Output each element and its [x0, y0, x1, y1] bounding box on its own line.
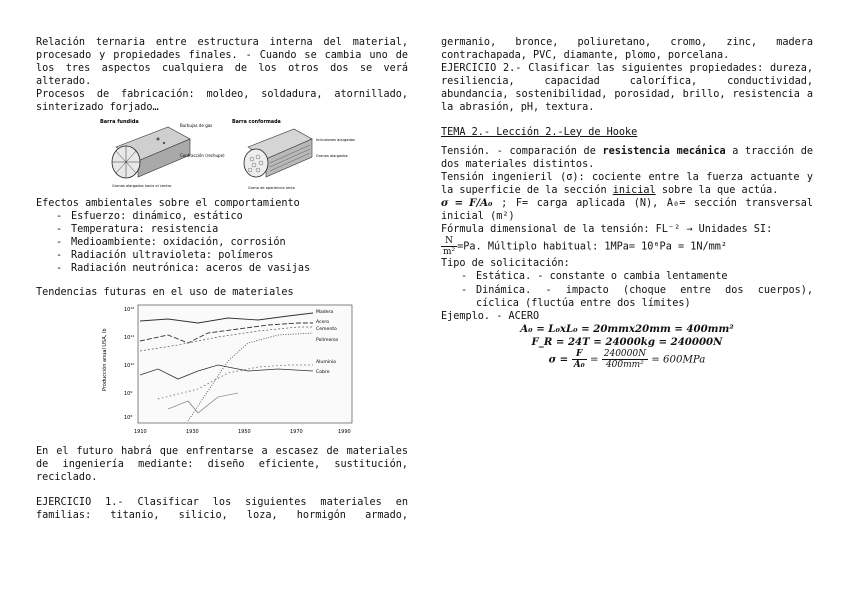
eng-text: Tensión ingenieril (σ): cociente entre la fuerza actuante y la superficie de la sección: [441, 171, 813, 196]
future-paragraph: En el futuro habrá que enfrentarse a escasez de materiales de ingeniería mediante: diseño eficiente, sustitución, reciclado.: [36, 446, 408, 484]
eq-stress-lhs: σ =: [548, 353, 572, 366]
label-bar-formed: Barra conformada: [232, 119, 281, 125]
equation-force: [441, 336, 813, 349]
left-column: [36, 36, 408, 522]
list-item: - Radiación ultravioleta: polímeros: [36, 249, 408, 262]
series-label-polimeros: Polímeros: [316, 338, 339, 344]
intro-paragraph: Relación ternaria entre estructura interna del material, procesado y propiedades finales. - Cuando se cambia uno de los tres aspectos cualquiera de los otros dos se verá alterado.: [36, 37, 408, 88]
label-bar-cast: Barra fundida: [100, 118, 139, 125]
fabrication-processes: Procesos de fabricación: moldeo, soldadura, atornillado, sinterizado forjado…: [36, 89, 408, 114]
series-label-cobre: Cobre: [316, 370, 330, 376]
cast-bar-drawing: [112, 127, 190, 178]
dimensional-formula: Fórmula dimensional de la tensión: FL⁻² → Unidades SI:: [441, 224, 773, 236]
tension-text-end: a tracción de dos materiales distintos.: [441, 145, 814, 170]
right-column: [441, 36, 813, 370]
sigma-formula: σ = F/A₀: [441, 197, 493, 210]
series-label-aluminio: Aluminio: [316, 360, 337, 366]
exercise-2: EJERCICIO 2.- Clasificar las siguientes propiedades: dureza, resiliencia, capacidad calorífica, conductividad, abundancia, sostenibilidad, porosidad, brillo, resistencia a la abrasión, pH, textura.: [441, 63, 813, 114]
list-item: - Estática. - constante o cambia lentamente: [441, 270, 813, 283]
eng-underline: inicial: [612, 184, 656, 196]
eq-stress-f-den: A₀: [573, 359, 585, 370]
solicitation-list: [441, 270, 813, 309]
sigma-definition: [441, 197, 813, 223]
x-tick: 1930: [186, 429, 199, 436]
x-tick: 1950: [238, 429, 251, 436]
eq-area: A₀ = L₀xL₀ = 20mmx20mm = 400mm²: [520, 322, 734, 335]
series-label-acero: Acero: [316, 320, 330, 326]
solicitation-title: Tipo de solicitación:: [441, 258, 570, 270]
sigma-description: ; F= carga aplicada (N), A₀= sección transversal inicial (m²): [441, 198, 813, 223]
units-denominator: m²: [443, 247, 456, 258]
list-item: - Temperatura: resistencia: [36, 223, 408, 236]
eq-stress-rhs: = 600MPa: [651, 354, 706, 366]
y-tick: 10¹¹: [124, 335, 135, 342]
eng-text-end: sobre la que actúa.: [655, 184, 779, 196]
tension-bold: resistencia mecánica: [602, 145, 726, 157]
units-line: [441, 236, 813, 257]
x-tick: 1970: [290, 429, 303, 436]
y-tick: 10¹²: [124, 307, 135, 314]
example-label: Ejemplo. - ACERO: [441, 310, 540, 322]
eq-stress-v-num: 240000N: [603, 348, 646, 359]
label-grains-elongated: Granos alargados: [316, 153, 348, 158]
environment-list: [36, 210, 408, 275]
label-grains-center: Granos alargados hacia el centro: [112, 183, 172, 188]
label-inclusions: Inclusiones alargadas: [316, 137, 355, 142]
series-label-cemento: Cemento: [316, 327, 337, 333]
tension-definition: [441, 145, 813, 171]
units-text: =Pa. Múltiplo habitual: 1MPa= 10⁶Pa = 1N/mm²: [457, 241, 728, 253]
trend-ylabel: Producción anual USA, lb: [102, 328, 108, 392]
eq-force: F_R = 24T = 24000kg = 240000N: [531, 335, 723, 348]
materials-trend-chart: [98, 301, 358, 441]
eq-stress-v-den: 400mm²: [605, 359, 644, 370]
series-label-madera: Madera: [316, 310, 334, 316]
topic-heading: TEMA 2.- Lección 2.-Ley de Hooke: [441, 126, 638, 138]
equation-area: [441, 323, 813, 336]
list-item: - Dinámica. - impacto (choque entre dos cuerpos), cíclica (fluctúa entre dos límites): [441, 284, 813, 310]
trends-title: Tendencias futuras en el uso de materiales: [36, 287, 294, 299]
x-tick: 1910: [134, 429, 147, 436]
eq-stress-f-num: F: [572, 349, 587, 360]
fabrication-figure: [98, 117, 355, 193]
environment-title: Efectos ambientales sobre el comportamiento: [36, 197, 300, 209]
x-tick: 1990: [338, 429, 351, 436]
exercise-1: EJERCICIO 1.- Clasificar los siguientes materiales en familias: titanio, silicio, loza, hormigón armado,: [36, 496, 408, 521]
list-item: - Esfuerzo: dinámico, estático: [36, 210, 408, 223]
exercise-1-continuation: germanio, bronce, poliuretano, cromo, zinc, madera contrachapada, PVC, diamante, plomo, porcelana.: [441, 37, 813, 62]
engineering-tension: [441, 171, 813, 197]
label-gas: Burbujas de gas: [180, 122, 213, 128]
formed-bar-drawing: [244, 129, 312, 177]
label-grains-straight: Grano de apariencia recta: [248, 185, 295, 190]
y-tick: 10¹⁰: [124, 363, 135, 370]
y-tick: 10⁸: [124, 415, 133, 422]
y-tick: 10⁹: [124, 391, 133, 398]
label-shrink: Contracción (rechupe): [180, 152, 225, 158]
tension-text: Tensión. - comparación de: [441, 145, 603, 157]
list-item: - Medioambiente: oxidación, corrosión: [36, 236, 408, 249]
units-numerator: N: [441, 236, 457, 247]
equation-stress: σ = $\frac{F}{\text{A₀}}$ = $\frac{240000N}{\text{400mm²}}$ = 600MPa: [548, 348, 706, 370]
list-item: - Radiación neutrónica: aceros de vasijas: [36, 262, 408, 275]
